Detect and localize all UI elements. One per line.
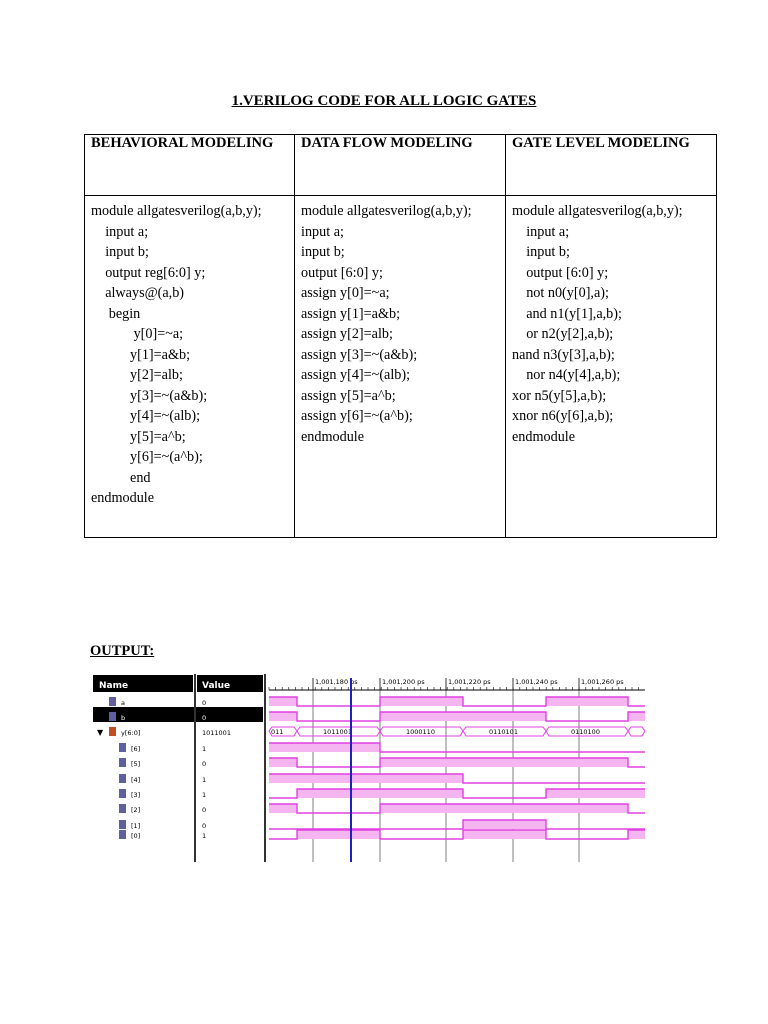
code-line: or n2(y[2],a,b); bbox=[512, 326, 614, 342]
code-line: input a; bbox=[301, 223, 344, 240]
bus-icon bbox=[109, 727, 116, 736]
wave-high-fill bbox=[380, 697, 463, 706]
code-line: input a; bbox=[512, 223, 570, 240]
wave-high-fill bbox=[297, 789, 380, 798]
bus-value: 011 bbox=[271, 728, 284, 736]
table-code-row bbox=[85, 196, 717, 538]
wave-high-fill bbox=[269, 758, 297, 767]
code-line: input a; bbox=[91, 223, 149, 240]
signal-value: 0 bbox=[202, 699, 207, 707]
wave-high-fill bbox=[628, 830, 645, 839]
code-line: assign y[6]=~(a^b); bbox=[301, 408, 413, 424]
signal-icon bbox=[109, 697, 116, 706]
time-label: 1,001,260 ps bbox=[581, 678, 624, 686]
signal-value: 1011001 bbox=[202, 729, 231, 737]
waveform-viewer bbox=[93, 674, 645, 862]
time-label: 1,001,180 ps bbox=[315, 678, 358, 686]
bus-value: 0110100 bbox=[571, 728, 600, 736]
selected-row-bg bbox=[93, 707, 263, 722]
wave-high-fill bbox=[380, 712, 463, 721]
signal-value: 0 bbox=[202, 822, 207, 830]
wave-high-fill bbox=[380, 774, 463, 783]
wave-high-fill bbox=[546, 804, 628, 813]
wave-high-fill bbox=[297, 830, 380, 839]
code-line: y[1]=a&b; bbox=[91, 346, 191, 363]
dataflow-code-cell bbox=[295, 196, 506, 538]
bus-segment bbox=[628, 727, 645, 736]
wave-high-fill bbox=[463, 830, 546, 839]
signal-icon bbox=[119, 804, 126, 813]
gatelevel-code-cell bbox=[506, 196, 717, 538]
signal-value: 0 bbox=[202, 714, 207, 722]
time-label: 1,001,200 ps bbox=[382, 678, 425, 686]
wave-high-fill bbox=[628, 789, 645, 798]
code-line: xnor n6(y[6],a,b); bbox=[512, 408, 614, 424]
time-label: 1,001,220 ps bbox=[448, 678, 491, 686]
name-header: Name bbox=[99, 681, 129, 691]
wave-high-fill bbox=[269, 804, 297, 813]
signal-value: 1 bbox=[202, 745, 207, 753]
code-line: assign y[0]=~a; bbox=[301, 285, 390, 301]
wave-high-fill bbox=[380, 789, 463, 798]
verilog-code-table bbox=[84, 134, 717, 538]
code-line: y[3]=~(a&b); bbox=[91, 387, 208, 404]
wave-high-fill bbox=[463, 820, 546, 829]
signal-icon bbox=[119, 830, 126, 839]
signal-name: [0] bbox=[131, 832, 141, 840]
code-line: not n0(y[0],a); bbox=[512, 285, 609, 301]
signal-name: y[6:0] bbox=[121, 729, 141, 737]
wave-high-fill bbox=[546, 789, 628, 798]
code-line: input b; bbox=[512, 244, 570, 260]
bus-value: 0110101 bbox=[489, 728, 518, 736]
code-line: y[5]=a^b; bbox=[91, 428, 186, 445]
expand-arrow-icon: ▼ bbox=[97, 728, 104, 737]
code-line: module allgatesverilog(a,b,y); bbox=[512, 203, 683, 219]
wave-high-fill bbox=[297, 774, 380, 783]
code-line: output reg[6:0] y; bbox=[91, 264, 206, 281]
signal-icon bbox=[119, 774, 126, 783]
signal-name: b bbox=[121, 714, 126, 722]
bus-value: 1011001 bbox=[323, 728, 352, 736]
time-label: 1,001,240 ps bbox=[515, 678, 558, 686]
wave-high-fill bbox=[463, 712, 546, 721]
waveform-svg bbox=[93, 674, 645, 862]
wave-trace bbox=[269, 820, 645, 829]
code-line: endmodule bbox=[512, 428, 576, 445]
code-line: assign y[2]=alb; bbox=[301, 326, 393, 342]
wave-high-fill bbox=[269, 774, 297, 783]
signal-icon bbox=[119, 820, 126, 829]
code-line: xor n5(y[5],a,b); bbox=[512, 387, 607, 404]
wave-high-fill bbox=[546, 758, 628, 767]
wave-high-fill bbox=[269, 743, 297, 752]
signal-name: [5] bbox=[131, 760, 141, 768]
signal-icon bbox=[119, 743, 126, 752]
signal-value: 0 bbox=[202, 806, 207, 814]
signal-icon bbox=[109, 712, 116, 721]
signal-name: [2] bbox=[131, 806, 141, 814]
code-line: y[2]=alb; bbox=[91, 367, 183, 383]
code-line: output [6:0] y; bbox=[301, 264, 383, 281]
code-line: assign y[3]=~(a&b); bbox=[301, 346, 418, 363]
wave-high-fill bbox=[380, 804, 463, 813]
wave-high-fill bbox=[297, 743, 380, 752]
bus-value: 1000110 bbox=[406, 728, 435, 736]
table-header-row bbox=[85, 135, 717, 196]
code-line: assign y[4]=~(alb); bbox=[301, 367, 411, 383]
code-line: output [6:0] y; bbox=[512, 264, 609, 281]
signal-name: [1] bbox=[131, 822, 141, 830]
code-line: endmodule bbox=[301, 428, 365, 445]
code-line: y[6]=~(a^b); bbox=[91, 449, 203, 465]
code-line: module allgatesverilog(a,b,y); bbox=[301, 203, 472, 219]
code-line: y[0]=~a; bbox=[91, 326, 184, 342]
signal-value: 1 bbox=[202, 791, 207, 799]
code-line: assign y[5]=a^b; bbox=[301, 387, 396, 404]
signal-value: 1 bbox=[202, 776, 207, 784]
header-behavioral: BEHAVIORAL MODELING bbox=[85, 135, 295, 196]
header-dataflow: DATA FLOW MODELING bbox=[295, 135, 506, 196]
code-line: begin bbox=[91, 305, 141, 322]
header-gatelevel: GATE LEVEL MODELING bbox=[506, 135, 717, 196]
wave-high-fill bbox=[380, 758, 463, 767]
code-line: input b; bbox=[301, 244, 345, 260]
code-line: nand n3(y[3],a,b); bbox=[512, 346, 615, 363]
wave-high-fill bbox=[463, 758, 546, 767]
code-line: always@(a,b) bbox=[91, 285, 185, 301]
signal-value: 0 bbox=[202, 760, 207, 768]
wave-high-fill bbox=[269, 712, 297, 721]
signal-icon bbox=[119, 789, 126, 798]
signal-name: a bbox=[121, 699, 125, 707]
code-line: module allgatesverilog(a,b,y); bbox=[91, 203, 262, 219]
code-line: nor n4(y[4],a,b); bbox=[512, 367, 621, 383]
code-line: assign y[1]=a&b; bbox=[301, 305, 401, 322]
wave-high-fill bbox=[269, 697, 297, 706]
wave-high-fill bbox=[463, 804, 546, 813]
signal-name: [4] bbox=[131, 776, 141, 784]
signal-name: [6] bbox=[131, 745, 141, 753]
value-header: Value bbox=[202, 681, 231, 691]
code-line: input b; bbox=[91, 244, 149, 260]
signal-icon bbox=[119, 758, 126, 767]
page-title: 1.VERILOG CODE FOR ALL LOGIC GATES bbox=[231, 93, 537, 109]
code-line: and n1(y[1],a,b); bbox=[512, 305, 622, 322]
signal-value: 1 bbox=[202, 832, 207, 840]
code-line: endmodule bbox=[91, 490, 155, 506]
wave-high-fill bbox=[546, 697, 628, 706]
signal-name: [3] bbox=[131, 791, 141, 799]
code-line: end bbox=[91, 469, 151, 486]
output-label: OUTPUT: bbox=[90, 643, 155, 659]
wave-high-fill bbox=[628, 712, 645, 721]
behavioral-code-cell bbox=[85, 196, 295, 538]
code-line: y[4]=~(alb); bbox=[91, 408, 201, 424]
